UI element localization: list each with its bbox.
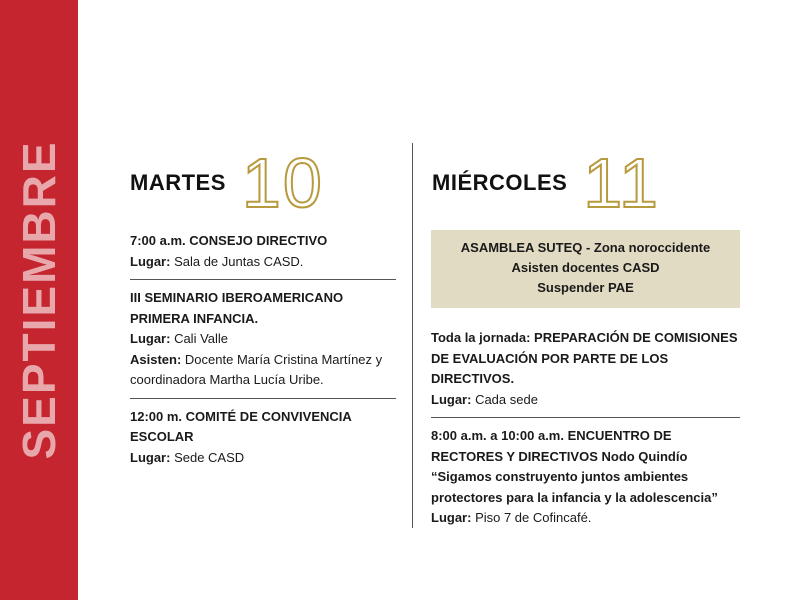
event-location [130,448,396,469]
tuesday-day-number: 10 [241,144,324,222]
wednesday-day-name: MIÉRCOLES [432,170,568,195]
tuesday-events [130,231,396,475]
event-comisiones [431,328,740,417]
event-attendees [130,350,396,391]
location-value: Piso 7 de Cofincafé. [471,510,592,525]
side-band [0,0,78,600]
column-divider [412,143,413,528]
event-location [431,508,740,529]
attendees-label: Asisten: [130,351,182,367]
highlight-line-1: ASAMBLEA SUTEQ - Zona noroccidente [460,240,711,255]
event-seminario [130,288,396,398]
location-label: Lugar: [130,253,171,269]
location-label: Lugar: [431,391,472,407]
event-encuentro-rectores [431,426,740,536]
event-title: 8:00 a.m. a 10:00 a.m. ENCUENTRO DE RECTORES Y DIRECTIVOS Nodo Quindío [431,428,688,464]
event-comite-convivencia [130,407,396,476]
tuesday-day-name: MARTES [130,170,226,195]
location-value: Sede CASD [170,449,245,465]
tuesday-header [130,144,324,222]
highlight-line-3: Suspender PAE [537,280,634,295]
event-title: 7:00 a.m. CONSEJO DIRECTIVO [130,233,328,248]
event-location [130,329,396,350]
event-quote: “Sigamos construyento juntos ambientes protectores para la infancia y la adolescencia” [431,469,718,505]
location-label: Lugar: [431,510,472,525]
wednesday-day-number: 11 [583,144,660,222]
location-value: Sala de Juntas CASD. [170,253,304,269]
event-title: III SEMINARIO IBEROAMERICANO PRIMERA INFANCIA. [130,290,344,326]
location-label: Lugar: [130,449,171,465]
event-location [431,390,740,411]
location-label: Lugar: [130,331,171,346]
attendees-value: Docente María Cristina Martínez y coordinadora Martha Lucía Uribe. [130,351,383,387]
location-value: Cada sede [471,391,538,407]
event-separator [431,417,740,418]
event-separator [130,279,396,280]
event-location [130,252,396,273]
event-separator [130,398,396,399]
wednesday-header [432,144,660,222]
month-label: SEPTIEMBRE [13,140,65,460]
event-title: 12:00 m. COMITÉ DE CONVIVENCIA ESCOLAR [130,408,352,444]
highlight-box [431,230,740,308]
wednesday-events [431,230,740,536]
location-value: Cali Valle [170,331,229,346]
highlight-line-2: Asisten docentes CASD [511,260,660,275]
event-title: Toda la jornada: PREPARACIÓN DE COMISIONES DE EVALUACIÓN POR PARTE DE LOS DIRECTIVOS. [431,330,738,386]
event-consejo-directivo [130,231,396,279]
